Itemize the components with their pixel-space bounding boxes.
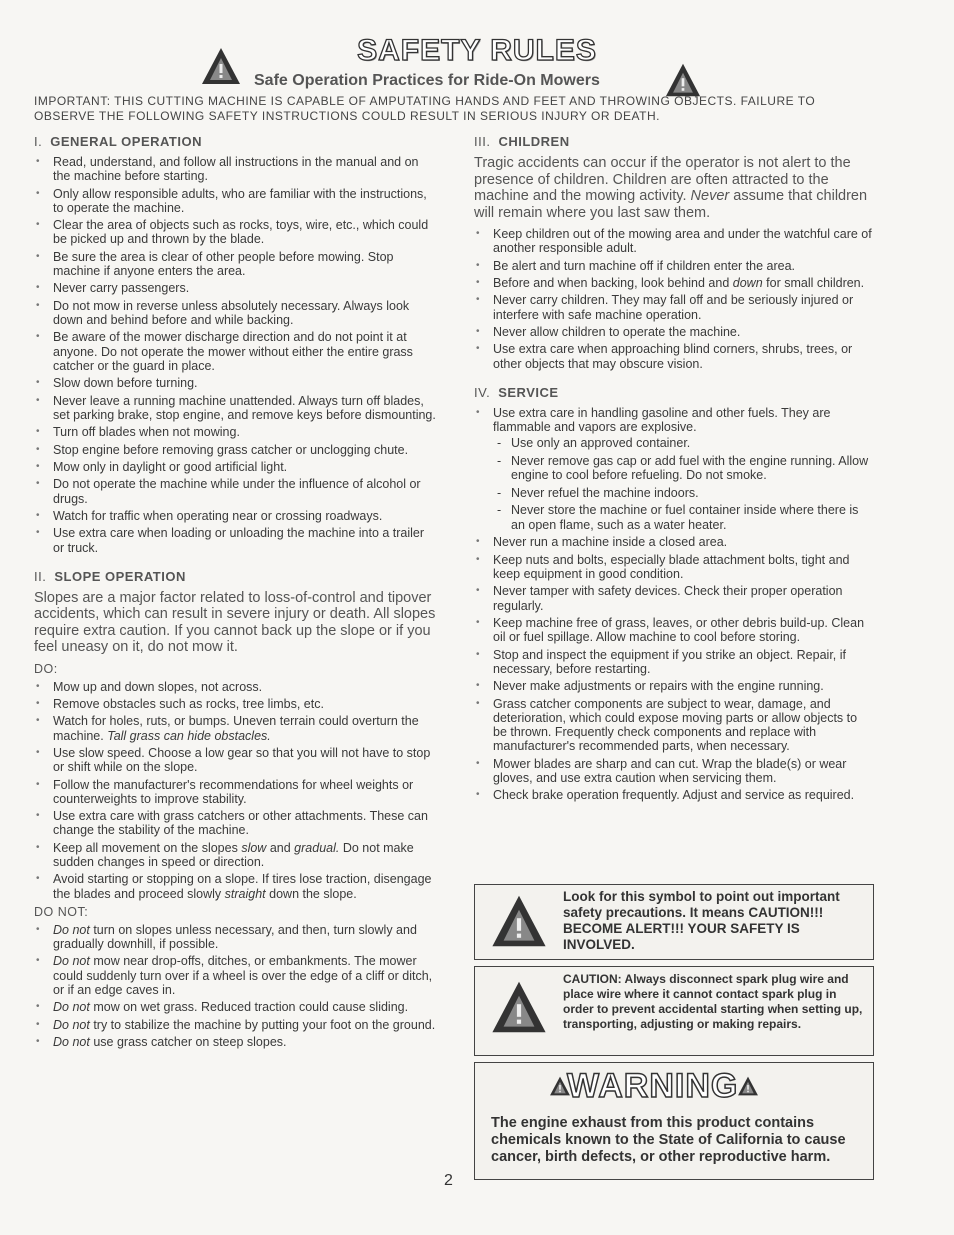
warning-triangle-icon — [737, 1075, 759, 1100]
sub-item: - Never store the machine or fuel container inside where there is an open flame, such as a water heater. — [497, 503, 874, 531]
list-item: • Keep machine free of grass, leaves, or other debris build-up. Clean oil or fuel spillage. Allow machine to cool before storing. — [474, 616, 874, 644]
item-emphasis: gradual. — [294, 840, 340, 855]
list-item: • Keep nuts and bolts, especially blade attachment bolts, tight and keep equipment in good condition. — [474, 553, 874, 581]
list-item: • Slow down before turning. — [34, 376, 438, 390]
section-heading-service — [474, 385, 874, 400]
do-label: DO: — [34, 661, 58, 676]
important-notice: IMPORTANT: THIS CUTTING MACHINE IS CAPABLE OF AMPUTATING HANDS AND FEET AND THROWING OBJECTS. FAILURE TO OBSERVE THE FOLLOWING SAFETY INSTRUCTIONS COULD RESULT IN SERIOUS INJURY OR DEATH. — [34, 94, 816, 123]
list-item: • Never leave a running machine unattended. Always turn off blades, set parking brake, stop engine, and remove keys before dismounting. — [34, 394, 438, 422]
list-item — [474, 276, 874, 290]
list-item: • Stop and inspect the equipment if you strike an object. Repair, if necessary, before restarting. — [474, 648, 874, 676]
intro-text: Tragic accidents can occur if the operator is not alert to the presence of children. Children are often attracted to the machine and the mowing activity. — [474, 155, 851, 204]
list-item — [474, 342, 874, 370]
list-item — [474, 293, 874, 321]
item-text: turn on slopes unless necessary, and then, turn slowly and gradually downhill, if possible. — [53, 922, 417, 952]
do-not-list — [34, 923, 438, 1049]
section-heading-slope — [34, 569, 438, 584]
item-text: Watch for holes, ruts, or bumps. Uneven terrain could overturn the machine. — [53, 714, 419, 743]
caution-box — [474, 966, 874, 1056]
list-item — [34, 1000, 438, 1014]
item-text: Do not make sudden changes in speed or direction. — [53, 840, 414, 870]
service-list — [474, 406, 874, 803]
sub-item: - Use only an approved container. — [497, 436, 874, 450]
item-text: use grass catcher on steep slopes. — [93, 1035, 287, 1050]
list-item — [34, 841, 438, 869]
list-item — [34, 954, 438, 997]
item-emphasis: Tall grass can hide obstacles. — [107, 728, 271, 743]
section-title: GENERAL OPERATION — [50, 134, 202, 149]
section-title: SLOPE OPERATION — [54, 568, 186, 584]
section-title: SERVICE — [498, 384, 559, 400]
fuel-sublist — [497, 436, 874, 532]
list-item: • Never tamper with safety devices. Check their proper operation regularly. — [474, 584, 874, 612]
section-title: CHILDREN — [498, 134, 570, 149]
warning-title: WARNING — [567, 1067, 739, 1105]
title-row — [0, 34, 954, 68]
item-text: Before and when backing, look behind and — [493, 275, 730, 290]
list-item: • Watch for traffic when operating near or crossing roadways. — [34, 509, 438, 523]
item-text: mow on wet grass. Reduced traction could cause sliding. — [93, 1000, 409, 1015]
slope-intro: Slopes are a major factor related to loss-of-control and tipover accidents, which can result in severe injury or death. All slopes require extra caution. If you cannot back up the slope or if you feel uneasy on it, do not mow it. — [34, 589, 436, 656]
caution-text: CAUTION: Always disconnect spark plug wire and place wire where it cannot contact spark plug in order to prevent accidental starting when setting up, transporting, adjusting or making repairs. — [563, 972, 863, 1031]
list-item — [34, 778, 438, 806]
item-text: Never allow children to operate the machine. — [493, 324, 741, 339]
section-number: III. — [474, 134, 491, 149]
item-text: and — [269, 840, 291, 855]
list-item: • Do not operate the machine while under the influence of alcohol or drugs. — [34, 477, 438, 505]
item-text: Be alert and turn machine off if children enter the area. — [493, 258, 796, 273]
list-item — [34, 923, 438, 951]
item-emphasis: Do not — [53, 1035, 90, 1050]
section-heading-general — [34, 134, 438, 149]
list-item: • Stop engine before removing grass catcher or unclogging chute. — [34, 443, 438, 457]
list-item: • Clear the area of objects such as rocks, toys, wire, etc., which could be picked up and thrown by the blade. — [34, 218, 438, 246]
list-item: • Be sure the area is clear of other people before mowing. Stop machine if anyone enters the area. — [34, 250, 438, 278]
list-item: • Read, understand, and follow all instructions in the manual and on the machine before starting. — [34, 155, 438, 183]
do-list — [34, 680, 438, 901]
section-heading-children — [474, 134, 874, 149]
list-item — [474, 227, 874, 255]
safety-symbol-text: Look for this symbol to point out important safety precautions. It means CAUTION!!! BECOME ALERT!!! YOUR SAFETY IS INVOLVED. — [563, 889, 840, 952]
item-text: Use extra care in handling gasoline and other fuels. They are flammable and vapors are explosive. — [493, 405, 831, 434]
item-emphasis: Do not — [53, 954, 90, 969]
list-item — [34, 746, 438, 774]
warning-triangle-icon — [489, 979, 549, 1038]
list-item: • Check brake operation frequently. Adjust and service as required. — [474, 788, 874, 802]
sub-item: - Never refuel the machine indoors. — [497, 486, 874, 500]
item-text: mow near drop-offs, ditches, or embankments. The mower could suddenly turn over if a wheel is over the edge of a cliff or ditch, or if an edge caves in. — [53, 954, 433, 997]
item-text: Never carry children. They may fall off and be seriously injured or interfere with safe machine operation. — [493, 293, 854, 322]
item-emphasis: down — [732, 275, 763, 290]
item-text: for small children. — [766, 275, 865, 290]
list-item — [34, 680, 438, 694]
list-item: • Grass catcher components are subject to wear, damage, and deterioration, which could expose moving parts or allow objects to be thrown. Frequently check components and replace with manufacturer's recommended parts, when necessary. — [474, 697, 874, 754]
item-text: Keep children out of the mowing area and under the watchful care of another responsible adult. — [493, 227, 872, 256]
item-text: Use slow speed. Choose a low gear so that you will not have to stop or shift while on the slope. — [53, 746, 431, 775]
warning-box — [474, 1062, 874, 1180]
list-item: • Mow only in daylight or good artificial light. — [34, 460, 438, 474]
item-emphasis: straight — [224, 886, 266, 901]
list-item — [474, 406, 874, 532]
item-text: Use extra care with grass catchers or other attachments. These can change the stability of the machine. — [53, 809, 428, 838]
list-item: • Never run a machine inside a closed area. — [474, 535, 874, 549]
item-emphasis: Do not — [53, 1017, 90, 1032]
item-emphasis: Do not — [53, 1000, 90, 1015]
list-item: • Never make adjustments or repairs with the engine running. — [474, 679, 874, 693]
intro-text: assume that children will remain where you last saw them. — [474, 188, 868, 221]
item-text: Remove obstacles such as rocks, tree limbs, etc. — [53, 697, 324, 712]
item-text: Keep all movement on the slopes — [53, 840, 238, 855]
list-item: • Use extra care when loading or unloading the machine into a trailer or truck. — [34, 526, 438, 554]
item-text: Avoid starting or stopping on a slope. If tires lose traction, disengage the blades and proceed slowly — [53, 872, 432, 901]
item-text: down the slope. — [269, 886, 357, 901]
list-item: • Only allow responsible adults, who are familiar with the instructions, to operate the machine. — [34, 187, 438, 215]
list-item — [34, 714, 438, 742]
sub-item: - Never remove gas cap or add fuel with the engine running. Allow engine to cool before refueling. Do not smoke. — [497, 454, 874, 482]
item-text: try to stabilize the machine by putting your foot on the ground. — [93, 1017, 436, 1032]
children-list — [474, 227, 874, 371]
list-item: • Never carry passengers. — [34, 281, 438, 295]
left-column — [34, 134, 438, 1052]
page-number: 2 — [444, 1172, 453, 1189]
item-emphasis: Do not — [53, 922, 90, 937]
list-item: • Mower blades are sharp and can cut. Wrap the blade(s) or wear gloves, and use extra caution when servicing them. — [474, 757, 874, 785]
item-text: Follow the manufacturer's recommendations for wheel weights or counterweights to improve stability. — [53, 777, 414, 806]
children-intro — [474, 155, 874, 221]
page-subtitle: Safe Operation Practices for Ride-On Mowers — [254, 72, 600, 89]
item-text: Mow up and down slopes, not across. — [53, 679, 263, 694]
item-text: Use extra care when approaching blind corners, shrubs, trees, or other objects that may obscure vision. — [493, 342, 853, 371]
list-item — [474, 259, 874, 273]
section-number: IV. — [474, 384, 491, 400]
intro-emphasis: Never — [690, 188, 730, 204]
do-not-label: DO NOT: — [34, 904, 89, 919]
item-emphasis: slow — [241, 840, 267, 855]
list-item — [474, 325, 874, 339]
warning-text: The engine exhaust from this product contains chemicals known to the State of California to cause cancer, birth defects, or other reproductive harm. — [491, 1115, 846, 1165]
safety-symbol-box — [474, 884, 874, 960]
section-number: II. — [34, 568, 47, 584]
list-item: • Do not mow in reverse unless absolutely necessary. Always look down and behind before and while backing. — [34, 299, 438, 327]
list-item — [34, 872, 438, 900]
list-item — [34, 809, 438, 837]
warning-triangle-icon — [489, 893, 549, 952]
list-item — [34, 1035, 438, 1049]
list-item: • Turn off blades when not mowing. — [34, 425, 438, 439]
right-column — [474, 134, 874, 806]
page-title: SAFETY RULES — [357, 34, 597, 67]
list-item: • Be aware of the mower discharge direction and do not point it at anyone. Do not operate the mower without either the entire grass catcher or the guard in place. — [34, 330, 438, 373]
list-item — [34, 1018, 438, 1032]
general-list — [34, 155, 438, 555]
section-number: I. — [34, 134, 43, 149]
list-item — [34, 697, 438, 711]
